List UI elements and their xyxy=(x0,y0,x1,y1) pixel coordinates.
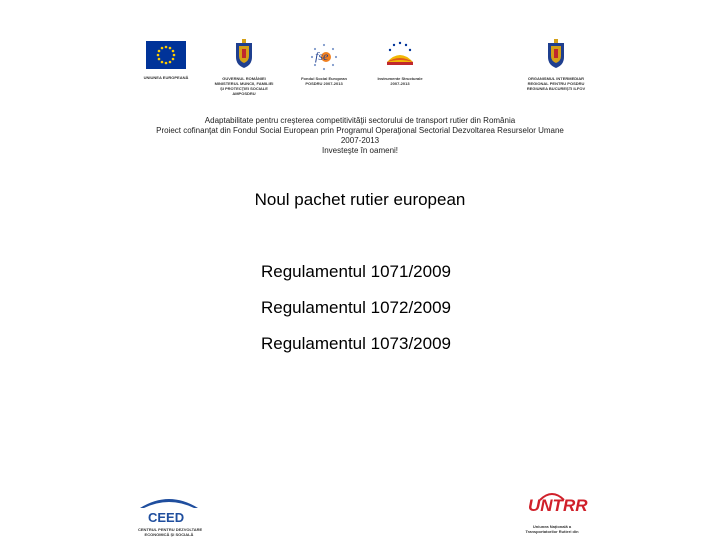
untrr-name: UNTRR xyxy=(528,496,588,515)
ceed-caption: CENTRUL PENTRU DEZVOLTARE ECONOMICĂ ŞI SOCIALĂ xyxy=(138,527,203,537)
struct-caption: Instrumente Structurale 2007-2013 xyxy=(377,76,423,86)
fse-logo xyxy=(309,42,339,72)
ceed-logo xyxy=(138,492,203,540)
gov-caption: GUVERNUL ROMÂNIEI MINISTERUL MUNCII, FAMILIEI ŞI PROTECŢIEI SOCIALE AMPOSDRU xyxy=(214,76,274,96)
fse-mark: fse xyxy=(315,49,329,63)
romania-coat-of-arms-icon xyxy=(233,39,255,69)
romania-coat-of-arms-icon xyxy=(545,39,567,69)
oi-logo xyxy=(545,39,567,69)
eu-flag-icon xyxy=(146,41,186,69)
project-title-line: Adaptabilitate pentru creşterea competitivităţii sectorului de transport rutier din România xyxy=(204,116,516,125)
page-title: Noul pachet rutier european xyxy=(254,190,466,209)
untrr-logo xyxy=(520,488,588,540)
ceed-logo-icon xyxy=(138,492,200,510)
eu-caption: UNIUNEA EUROPEANĂ xyxy=(143,75,189,80)
project-header xyxy=(150,116,570,156)
gov-logo xyxy=(233,39,255,69)
period-line: 2007-2013 xyxy=(340,136,380,145)
untrr-caption: Uniunea Naţională a Transportatorilor Rutieri din xyxy=(525,524,579,534)
regulation-item: Regulamentul 1072/2009 xyxy=(261,298,451,317)
eu-logo xyxy=(146,41,186,69)
structural-instruments-icon xyxy=(383,40,417,72)
cofinance-line: Proiect cofinanţat din Fondul Social European prin Programul Operaţional Sectorial Dezvoltarea Resurselor Umane xyxy=(156,126,564,135)
struct-logo xyxy=(383,40,417,72)
regulation-item: Regulamentul 1071/2009 xyxy=(261,262,451,281)
fse-caption: Fondul Social European POSDRU 2007-2013 xyxy=(301,76,347,86)
ceed-name: CEED xyxy=(148,510,185,525)
oi-caption: ORGANISMUL INTERMEDIAR REGIONAL PENTRU POSDRU REGIUNEA BUCUREŞTI ILFOV xyxy=(526,76,586,91)
slogan-line: Investeşte în oameni! xyxy=(321,146,399,155)
regulation-item: Regulamentul 1073/2009 xyxy=(261,334,451,353)
